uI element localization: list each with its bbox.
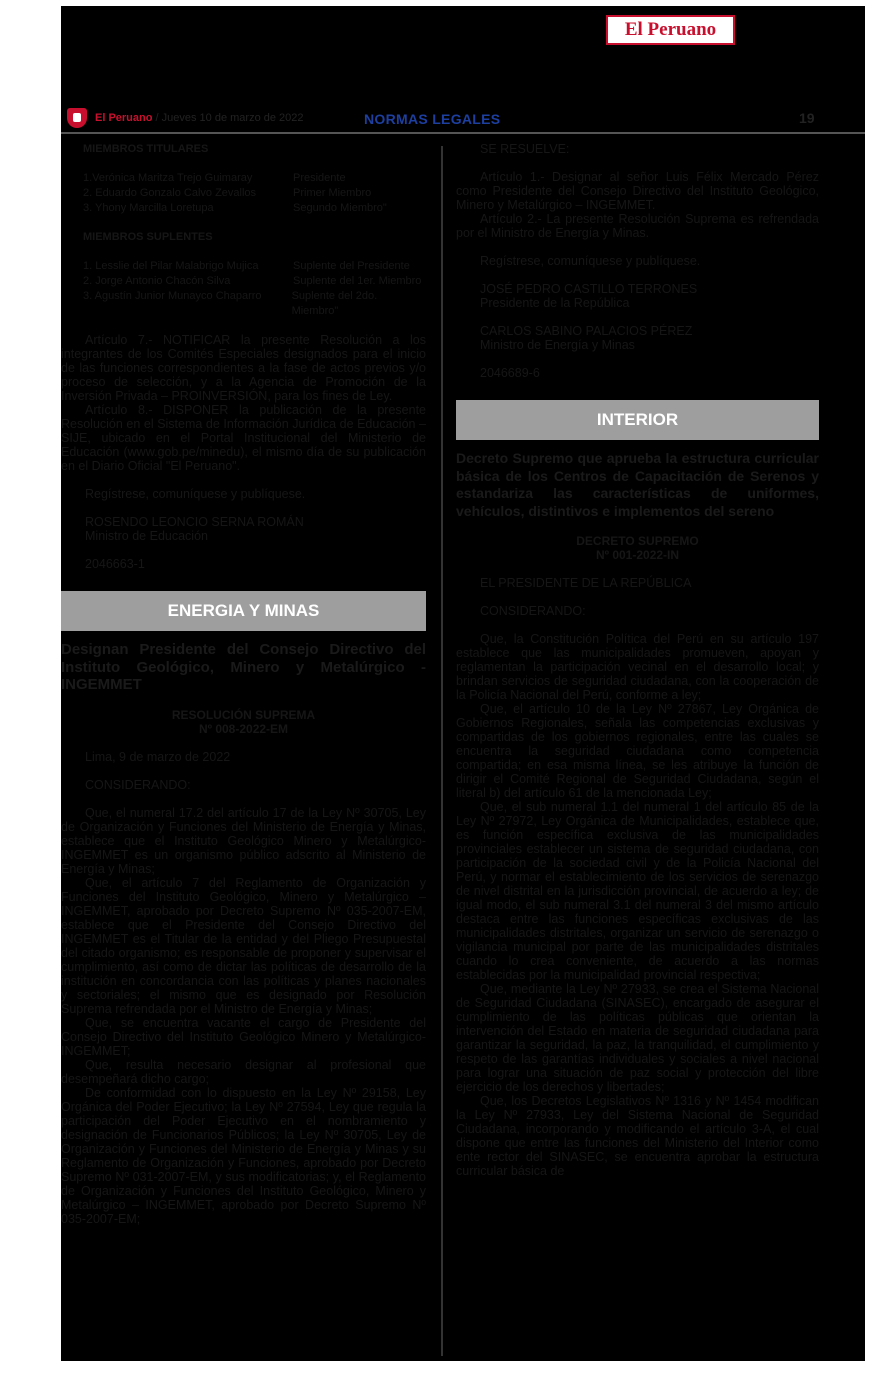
header-rule — [61, 132, 865, 134]
member-row — [61, 289, 426, 319]
member-row — [61, 201, 426, 216]
body-paragraph: Que, mediante la Ley Nº 27933, se crea el Sistema Nacional de Seguridad Ciudadana (SINASEC), encargado de asegurar el cumplimiento de las políticas públicas que orientan la intervención del Estado en materia de seguridad ciudadana para garantizar la seguridad, la paz, la tranquilidad, el cumplimiento y respeto de las garantías individuales y sociales a nivel nacional para lograr una situación de paz social y protección del libre ejercicio de los derechos y libertades; — [456, 982, 819, 1094]
member-name: 2. Eduardo Gonzalo Calvo Zevallos — [83, 187, 257, 199]
member-row — [61, 259, 426, 274]
member-role: Presidente — [293, 172, 346, 184]
presidente-label: EL PRESIDENTE DE LA REPÚBLICA — [480, 576, 692, 590]
member-name: 3. Yhony Marcilla Loretupa — [83, 202, 214, 214]
article-1: Artículo 1.- Designar al señor Luis Félix Mercado Pérez como Presidente del Consejo Directivo del Instituto Geológico, Minero y Metalúrgico – INGEMMET. — [456, 170, 819, 212]
body-paragraph: De conformidad con lo dispuesto en la Ley Nº 29158, Ley Orgánica del Poder Ejecutivo; la Ley Nº 27594, Ley que regula la participación del Poder Ejecutivo en el nombramiento y designación de Funcionarios Públicos; la Ley Nº 30705, Ley de Organización y Funciones del Ministerio de Energía y Minas y su Reglamento de Organización y Funciones, aprobado por Decreto Supremo Nº 031-2007-EM, y sus modificatorias; y, el Reglamento de Organización y Funciones del Instituto Geológico, Minero y Metalúrgico – INGEMMET, aprobado por Decreto Supremo Nº 035-2007-EM; — [61, 1085, 426, 1226]
header-section: NORMAS LEGALES — [364, 111, 501, 127]
considerando-label: CONSIDERANDO: — [85, 777, 191, 792]
members-block — [61, 142, 426, 319]
header-dateline — [95, 112, 304, 124]
body-paragraph: Que, el sub numeral 1.1 del numeral 1 del artículo 85 de la Ley Nº 27972, Ley Orgánica de Municipalidades, establece que, es función específica exclusiva de las municipalidades provinciales establecer un sistema de seguridad ciudadana, con participación de la sociedad civil y de la Policía Nacional del Perú, y normar el establecimiento de los servicios de serenazgo de nivel distrital en la jurisdicción provincial, de acuerdo a ley; de igual modo, el sub numeral 3.1 del numeral 3 del mismo artículo destaca entre las funciones específicas exclusivas de las municipalidades distritales, organizar un servicio de serenazgo o vigilancia municipal por parte de las municipalidades distritales cuando lo crea conveniente, de acuerdo a las normas establecidas por la municipalidad provincial respectiva; — [456, 800, 819, 982]
member-role: Suplente del 2do. Miembro" — [291, 290, 378, 317]
member-row — [61, 186, 426, 201]
signatory-title: Ministro de Energía y Minas — [480, 338, 635, 352]
registrese-text: Regístrese, comuníquese y publíquese. — [480, 254, 701, 268]
document-code: 2046663-1 — [85, 557, 145, 571]
page-header — [61, 102, 865, 133]
right-column — [456, 142, 819, 1178]
article-8: Artículo 8.- DISPONER la publicación de la presente Resolución en el Sistema de Información Jurídica de Educación – SIJE, ubicado en el Portal Institucional del Ministerio de Educación (www.gob.pe/minedu), el mismo día de su publicación en el Diario Oficial "El Peruano". — [61, 403, 426, 473]
coat-of-arms-icon — [67, 108, 87, 128]
signatory-name: JOSÉ PEDRO CASTILLO TERRONES — [480, 282, 698, 296]
body-paragraph: Que, los Decretos Legislativos Nº 1316 y Nº 1454 modifican la Ley Nº 27933, Ley del Sistema Nacional de Seguridad Ciudadana, incorporando y modificando el artículo 3-A, el cual dispone que entre las funciones del Ministerio del Interior como ente rector del SINASEC, se encuentra aprobar la estructura curricular básica de — [456, 1094, 819, 1178]
member-name: 2. Jorge Antonio Chacón Silva — [83, 275, 231, 287]
member-role: Suplente del Presidente — [293, 260, 410, 272]
member-row — [61, 274, 426, 289]
article-2: Artículo 2.- La presente Resolución Suprema es refrendada por el Ministro de Energía y Minas. — [456, 212, 819, 240]
date-place: Lima, 9 de marzo de 2022 — [85, 749, 231, 764]
header-date: / Jueves 10 de marzo de 2022 — [152, 112, 304, 124]
titulares-label: MIEMBROS TITULARES — [83, 143, 209, 155]
member-name: 3. Agustín Junior Munayco Chaparro — [83, 290, 262, 302]
signatory-name: CARLOS SABINO PALACIOS PÉREZ — [480, 324, 693, 338]
article-title: Decreto Supremo que aprueba la estructura curricular básica de los Centros de Capacitación de Serenos y estandariza las características de uniformes, vehículos, distintivos e implementos del sereno — [456, 450, 819, 519]
column-divider — [441, 146, 443, 1356]
decree-number: Nº 001-2022-IN — [595, 548, 680, 562]
body-paragraph: Que, el artículo 7 del Reglamento de Organización y Funciones del Instituto Geológico, Minero y Metalúrgico – INGEMMET, aprobado por Decreto Supremo Nº 035-2007-EM, establece que el Presidente del Consejo Directivo del INGEMMET es el Titular de la entidad y del Pliego Presupuestal del citado organismo; es responsable de proponer y supervisar el cumplimiento, así como de dictar las políticas de desarrollo de la institución en concordancia con las políticas y planes nacionales y sectoriales; el mismo que es designado por Resolución Suprema refrendada por el Ministro de Energía y Minas; — [61, 875, 426, 1016]
member-role: Suplente del 1er. Miembro — [293, 275, 422, 287]
header-brand: El Peruano — [95, 112, 153, 124]
resolution-number: Nº 008-2022-EM — [198, 721, 289, 736]
resolution-label: RESOLUCIÓN SUPREMA — [171, 707, 316, 722]
member-name: 1.Verónica Maritza Trejo Guimaray — [83, 172, 253, 184]
signatory-name: ROSENDO LEONCIO SERNA ROMÁN — [85, 515, 304, 529]
body-paragraph: Que, la Constitución Política del Perú en su artículo 197 establece que las municipalidades promueven, apoyan y reglamentan la participación vecinal en el desarrollo local; y brindan servicios de seguridad ciudadana, con la cooperación de la Policía Nacional del Perú, conforme a ley; — [456, 632, 819, 702]
member-name: 1. Lesslie del Pilar Malabrigo Mujica — [83, 260, 259, 272]
left-column — [61, 142, 426, 1226]
body-paragraph: Que, el artículo 10 de la Ley Nº 27867, Ley Orgánica de Gobiernos Regionales, señala las competencias exclusivas y compartidas de los gobiernos regionales, entre las cuales se encuentra la seguridad ciudadana como competencia compartida; en esa misma línea, se les atribuye la función de dirigir el Comité Regional de Seguridad Ciudadana, según el literal b) del artículo 61 de la mencionada Ley; — [456, 702, 819, 800]
signatory-title: Ministro de Educación — [85, 529, 208, 543]
newspaper-page — [61, 6, 865, 1361]
body-paragraph: Que, el numeral 17.2 del artículo 17 de la Ley Nº 30705, Ley de Organización y Funciones del Ministerio de Energía y Minas, establece que el Instituto Geológico Minero y Metalúrgico-INGEMMET es un organismo público adscrito al Ministerio de Energía y Minas; — [61, 805, 426, 876]
el-peruano-logo: El Peruano — [606, 15, 735, 45]
article-7: Artículo 7.- NOTIFICAR la presente Resolución a los integrantes de los Comités Especiales designados para el inicio de las funciones correspondientes a la fase de actos previos y/o proceso de selección, y a la Agencia de Promoción de la Inversión Privada – PROINVERSIÓN, para los fines de Ley. — [61, 333, 426, 403]
body-paragraph: Que, resulta necesario designar al profesional que desempeñará dicho cargo; — [61, 1057, 426, 1086]
article-title: Designan Presidente del Consejo Directivo del Instituto Geológico, Minero y Metalúrgico - INGEMMET — [61, 641, 426, 693]
page-number: 19 — [799, 110, 815, 126]
signatory-title: Presidente de la República — [480, 296, 630, 310]
considerando-label: CONSIDERANDO: — [480, 604, 586, 618]
member-role: Segundo Miembro" — [293, 202, 387, 214]
resuelve-label: SE RESUELVE: — [480, 142, 570, 156]
member-role: Primer Miembro — [293, 187, 372, 199]
body-paragraph: Que, se encuentra vacante el cargo de Presidente del Consejo Directivo del Instituto Geológico Minero y Metalúrgico-INGEMMET; — [61, 1015, 426, 1058]
suplentes-label: MIEMBROS SUPLENTES — [83, 231, 213, 243]
section-heading-energia: ENERGIA Y MINAS — [61, 591, 426, 631]
registrese-text: Regístrese, comuníquese y publíquese. — [85, 487, 306, 501]
member-row — [61, 171, 426, 186]
section-heading-interior: INTERIOR — [456, 400, 819, 440]
decree-label: DECRETO SUPREMO — [576, 534, 699, 548]
document-code: 2046689-6 — [480, 366, 540, 380]
